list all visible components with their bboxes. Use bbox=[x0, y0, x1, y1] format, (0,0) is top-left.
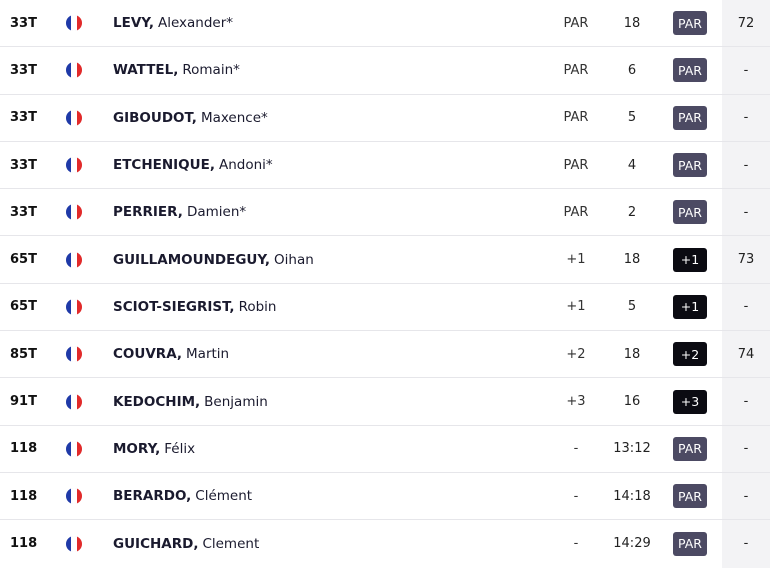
france-flag-icon bbox=[66, 473, 82, 519]
round-total: 74 bbox=[722, 331, 770, 377]
player-given-name: Andoni* bbox=[218, 157, 273, 174]
today-score bbox=[671, 47, 709, 93]
score-to-par: PAR bbox=[563, 62, 589, 78]
player-given-name: Clément bbox=[195, 488, 253, 505]
round-total: 73 bbox=[722, 236, 770, 282]
player-row[interactable] bbox=[0, 378, 770, 425]
player-surname: PERRIER, bbox=[113, 204, 183, 221]
score-to-par: +3 bbox=[566, 394, 586, 410]
france-flag-icon bbox=[66, 142, 82, 188]
score-to-par: +2 bbox=[566, 346, 586, 362]
france-flag-icon bbox=[66, 426, 82, 472]
score-to-par: PAR bbox=[563, 157, 589, 173]
player-surname: WATTEL, bbox=[113, 62, 179, 79]
position: 118 bbox=[10, 536, 38, 552]
player-surname: MORY, bbox=[113, 440, 161, 457]
today-score bbox=[671, 284, 709, 330]
france-flag-icon bbox=[66, 47, 82, 93]
thru-hole: 18 bbox=[623, 252, 641, 268]
player-row[interactable] bbox=[0, 284, 770, 331]
player-name[interactable] bbox=[113, 189, 533, 235]
player-row[interactable] bbox=[0, 520, 770, 567]
today-badge: PAR bbox=[673, 153, 707, 177]
player-row[interactable] bbox=[0, 47, 770, 94]
round-total: - bbox=[722, 284, 770, 330]
thru-hole: 2 bbox=[627, 204, 637, 220]
thru-hole: 5 bbox=[627, 110, 637, 126]
player-surname: LEVY, bbox=[113, 15, 154, 32]
today-badge: PAR bbox=[673, 58, 707, 82]
player-name[interactable] bbox=[113, 95, 533, 141]
player-name[interactable] bbox=[113, 0, 533, 46]
today-badge: PAR bbox=[673, 532, 707, 556]
today-score bbox=[671, 142, 709, 188]
today-score bbox=[671, 426, 709, 472]
france-flag-icon bbox=[66, 284, 82, 330]
player-given-name: Oihan bbox=[274, 251, 314, 268]
position: 33T bbox=[10, 62, 37, 78]
thru-hole: 6 bbox=[627, 62, 637, 78]
player-name[interactable] bbox=[113, 473, 533, 519]
today-badge: PAR bbox=[673, 106, 707, 130]
player-name[interactable] bbox=[113, 378, 533, 424]
france-flag-icon bbox=[66, 378, 82, 424]
today-score bbox=[671, 331, 709, 377]
position: 33T bbox=[10, 110, 37, 126]
player-given-name: Maxence* bbox=[200, 109, 268, 126]
player-name[interactable] bbox=[113, 331, 533, 377]
player-surname: GIBOUDOT, bbox=[113, 109, 197, 126]
round-total: - bbox=[722, 142, 770, 188]
position: 33T bbox=[10, 204, 37, 220]
player-given-name: Romain* bbox=[182, 62, 240, 79]
tee-time: 13:12 bbox=[613, 441, 651, 457]
today-badge: PAR bbox=[673, 484, 707, 508]
france-flag-icon bbox=[66, 95, 82, 141]
player-surname: ETCHENIQUE, bbox=[113, 157, 215, 174]
score-to-par: PAR bbox=[563, 110, 589, 126]
player-given-name: Clement bbox=[202, 535, 260, 552]
player-surname: SCIOT-SIEGRIST, bbox=[113, 298, 235, 315]
thru-hole: 18 bbox=[623, 346, 641, 362]
player-name[interactable] bbox=[113, 520, 533, 567]
player-name[interactable] bbox=[113, 284, 533, 330]
score-to-par: PAR bbox=[563, 15, 589, 31]
round-total: - bbox=[722, 473, 770, 519]
round-total: - bbox=[722, 378, 770, 424]
player-given-name: Benjamin bbox=[204, 393, 268, 410]
thru-hole: 4 bbox=[627, 157, 637, 173]
player-name[interactable] bbox=[113, 426, 533, 472]
today-badge: PAR bbox=[673, 200, 707, 224]
player-given-name: Damien* bbox=[186, 204, 247, 221]
player-surname: BERARDO, bbox=[113, 488, 192, 505]
score-to-par: - bbox=[573, 536, 579, 552]
player-row[interactable] bbox=[0, 189, 770, 236]
player-row[interactable] bbox=[0, 0, 770, 47]
position: 33T bbox=[10, 157, 37, 173]
player-name[interactable] bbox=[113, 236, 533, 282]
position: 33T bbox=[10, 15, 37, 31]
score-to-par: PAR bbox=[563, 204, 589, 220]
player-surname: COUVRA, bbox=[113, 346, 183, 363]
position: 91T bbox=[10, 394, 37, 410]
tee-time: 14:18 bbox=[613, 488, 651, 504]
player-row[interactable] bbox=[0, 426, 770, 473]
today-badge: PAR bbox=[673, 11, 707, 35]
today-score bbox=[671, 520, 709, 567]
score-to-par: - bbox=[573, 488, 579, 504]
player-given-name: Alexander* bbox=[157, 15, 234, 32]
position: 85T bbox=[10, 346, 37, 362]
player-given-name: Robin bbox=[238, 298, 277, 315]
thru-hole: 16 bbox=[623, 394, 641, 410]
today-score bbox=[671, 236, 709, 282]
player-name[interactable] bbox=[113, 47, 533, 93]
player-row[interactable] bbox=[0, 331, 770, 378]
today-score bbox=[671, 189, 709, 235]
player-row[interactable] bbox=[0, 142, 770, 189]
france-flag-icon bbox=[66, 331, 82, 377]
round-total: - bbox=[722, 520, 770, 567]
position: 118 bbox=[10, 488, 38, 504]
score-to-par: +1 bbox=[566, 252, 586, 268]
tee-time: 14:29 bbox=[613, 536, 651, 552]
thru-hole: 18 bbox=[623, 15, 641, 31]
position: 118 bbox=[10, 441, 38, 457]
france-flag-icon bbox=[66, 520, 82, 567]
thru-hole: 5 bbox=[627, 299, 637, 315]
today-score bbox=[671, 378, 709, 424]
france-flag-icon bbox=[66, 189, 82, 235]
player-surname: GUILLAMOUNDEGUY, bbox=[113, 251, 271, 268]
player-surname: KEDOCHIM, bbox=[113, 393, 201, 410]
today-badge: +2 bbox=[673, 342, 707, 366]
round-total: - bbox=[722, 189, 770, 235]
today-badge: +1 bbox=[673, 295, 707, 319]
round-total: 72 bbox=[722, 0, 770, 46]
france-flag-icon bbox=[66, 0, 82, 46]
score-to-par: - bbox=[573, 441, 579, 457]
position: 65T bbox=[10, 252, 37, 268]
round-total: - bbox=[722, 95, 770, 141]
today-badge: +1 bbox=[673, 248, 707, 272]
player-row[interactable] bbox=[0, 473, 770, 520]
player-surname: GUICHARD, bbox=[113, 535, 199, 552]
player-given-name: Félix bbox=[164, 440, 196, 457]
score-to-par: +1 bbox=[566, 299, 586, 315]
today-badge: +3 bbox=[673, 390, 707, 414]
today-badge: PAR bbox=[673, 437, 707, 461]
player-row[interactable] bbox=[0, 236, 770, 283]
player-given-name: Martin bbox=[186, 346, 230, 363]
position: 65T bbox=[10, 299, 37, 315]
round-total: - bbox=[722, 47, 770, 93]
today-score bbox=[671, 95, 709, 141]
player-name[interactable] bbox=[113, 142, 533, 188]
today-score bbox=[671, 0, 709, 46]
france-flag-icon bbox=[66, 236, 82, 282]
round-total: - bbox=[722, 426, 770, 472]
player-row[interactable] bbox=[0, 95, 770, 142]
today-score bbox=[671, 473, 709, 519]
